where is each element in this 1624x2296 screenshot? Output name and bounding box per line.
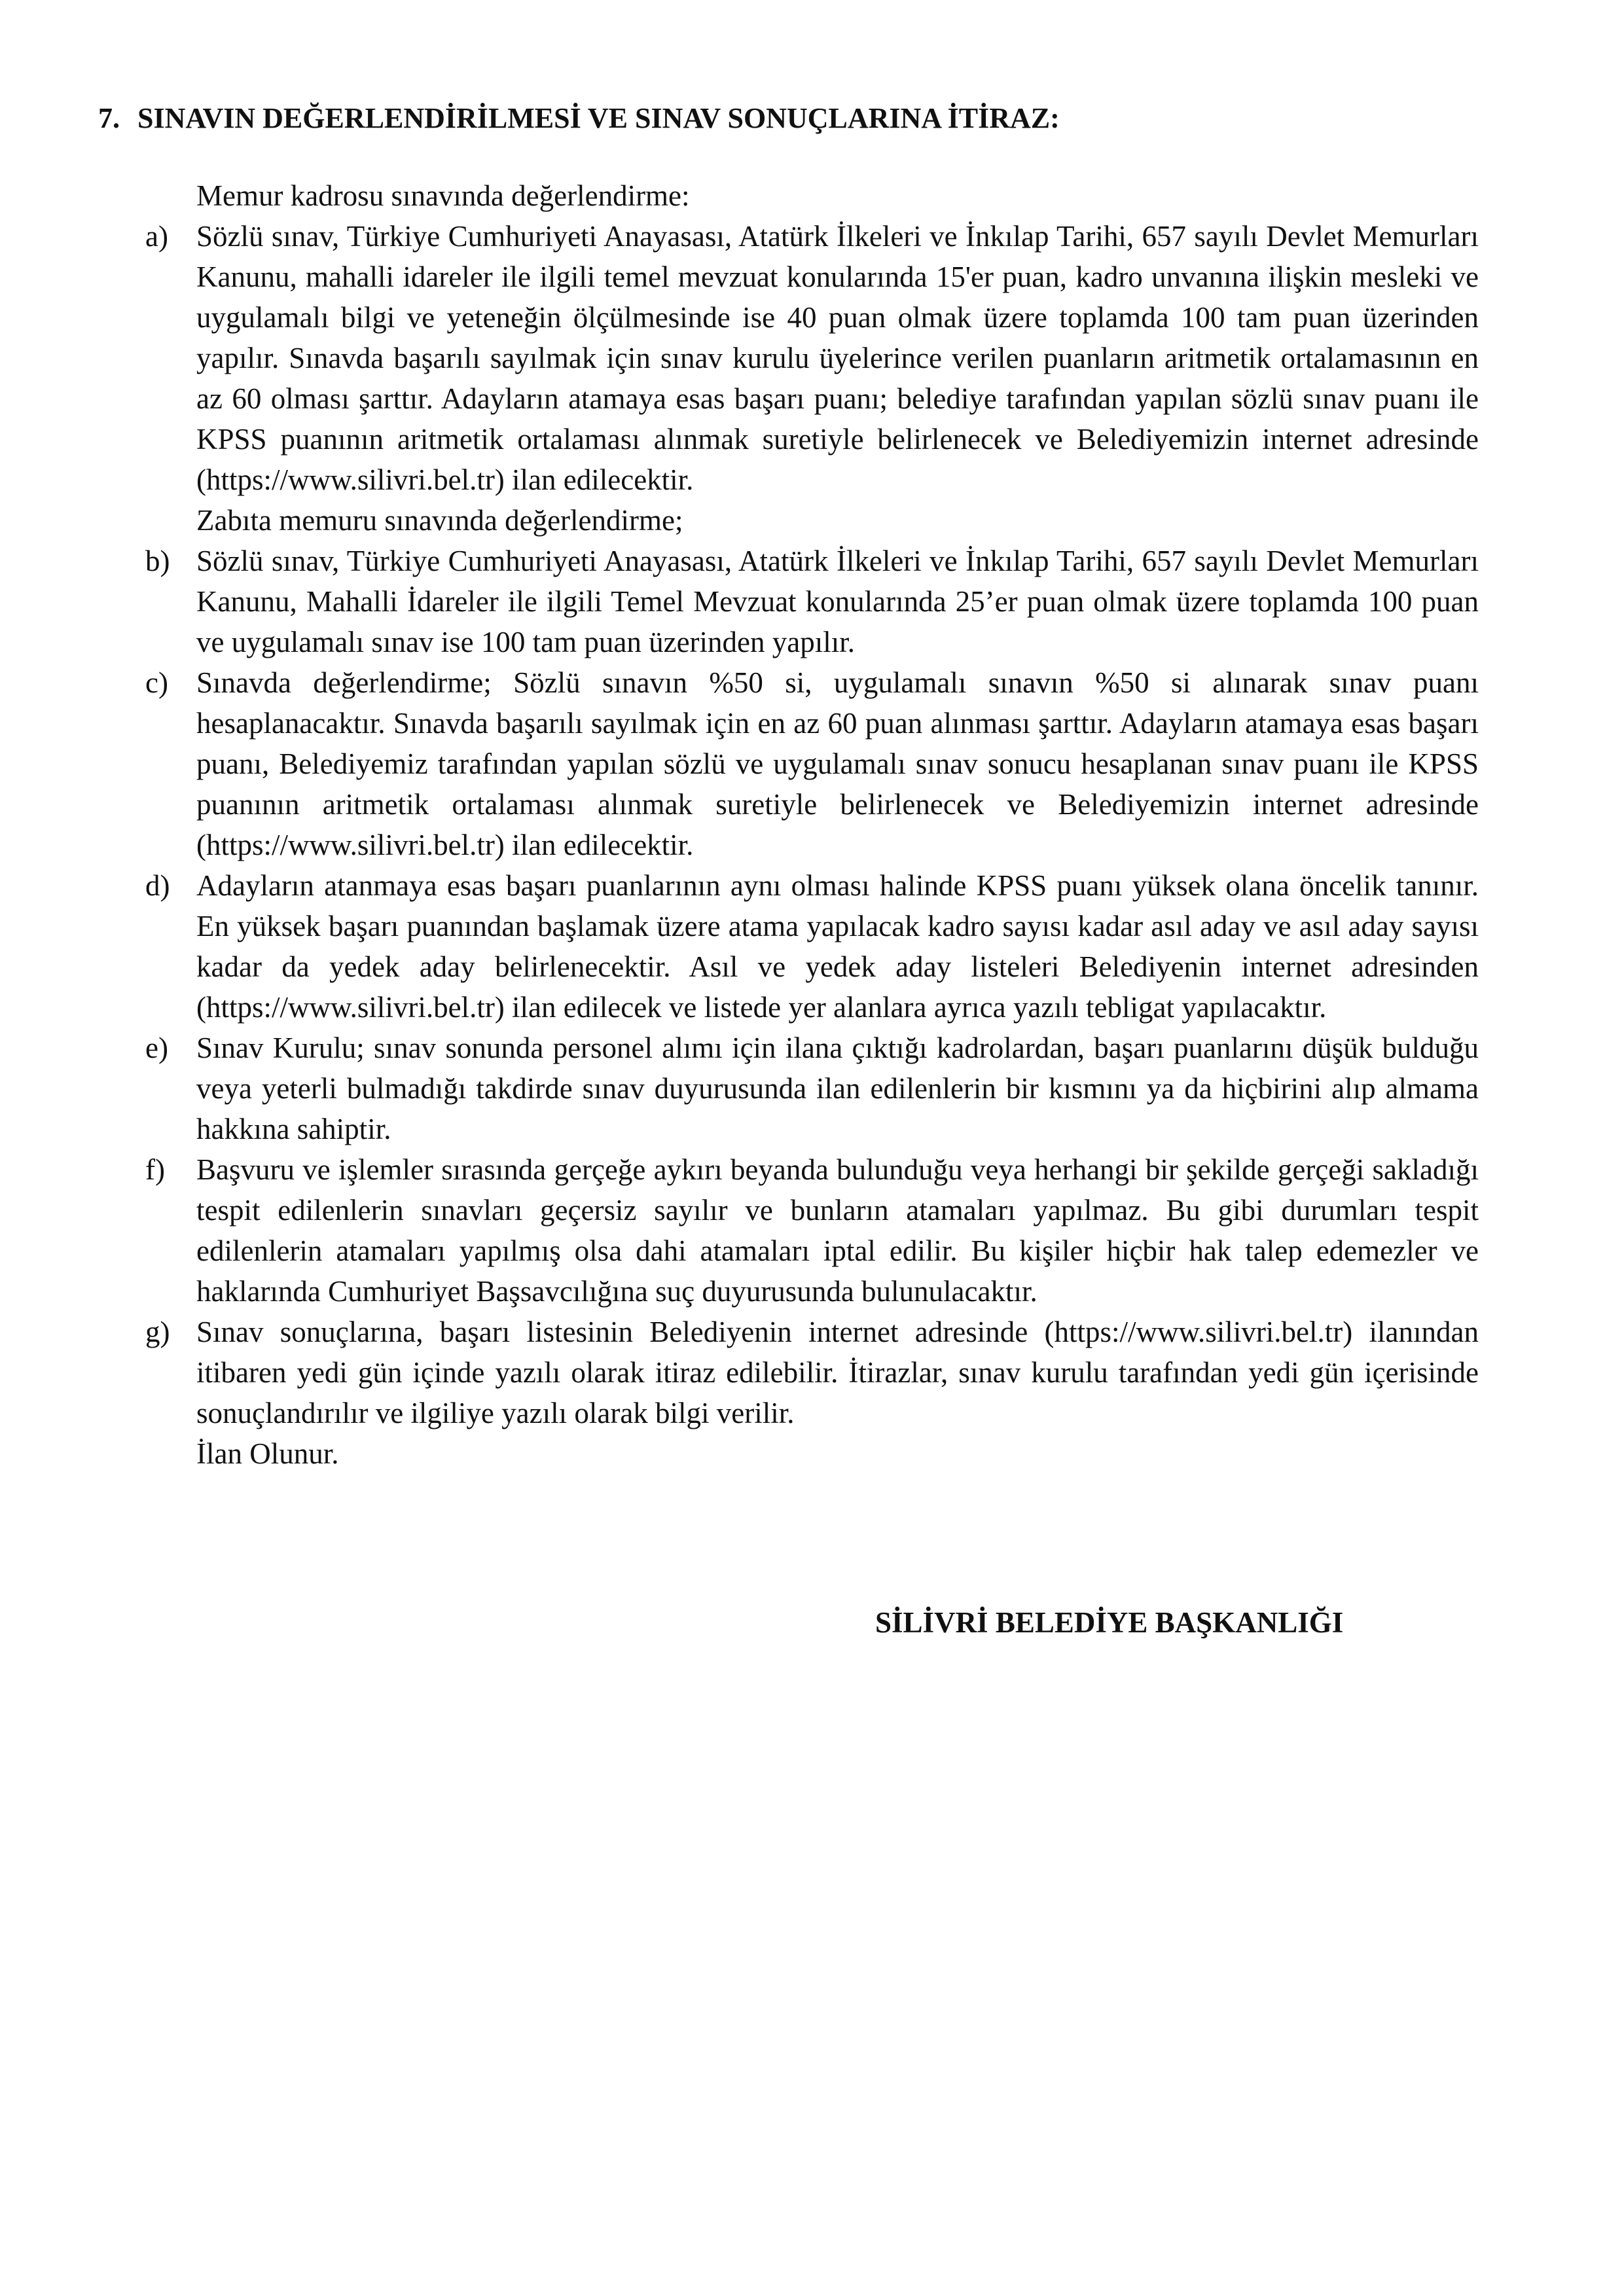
item-text: Sınav sonuçlarına, başarı listesinin Belediyenin internet adresinde (https://www.silivri.bel.tr) ilanından itibaren yedi gün içinde yazılı olarak itiraz edilebilir. İtirazlar, sınav kurulu tarafından yedi gün içerisinde sonuçlandırılır ve ilgiliye yazılı olarak bilgi verilir. [196,1316,1479,1429]
item-marker: a) [145,220,168,253]
list-item-d [145,865,1479,1028]
item-text: Başvuru ve işlemler sırasında gerçeğe aykırı beyanda bulunduğu veya herhangi bir şekilde gerçeği sakladığı tespit edilenlerin sınavları geçersiz sayılır ve bunların atamaları yapılmaz. Bu gibi durumları tespit edilenlerin atamaları yapılmış olsa dahi atamaları iptal edilir. Bu kişiler hiçbir hak talep edemezler ve haklarında Cumhuriyet Başsavcılığına suç duyurusunda bulunulacaktır. [196,1153,1479,1308]
item-text: Sınavda değerlendirme; Sözlü sınavın %50 si, uygulamalı sınavın %50 si alınarak sınav puanı hesaplanacaktır. Sınavda başarılı sayılmak için en az 60 puan alınması şarttır. Adayların atamaya esas başarı puanı, Belediyemiz tarafından yapılan sözlü ve uygulamalı sınav sonucu hesaplanan sınav puanı ile KPSS puanının aritmetik ortalaması alınmak suretiyle belirlenecek ve Belediyemizin internet adresinde (https://www.silivri.bel.tr) ilan edilecektir. [196,666,1479,861]
list-item-g [145,1312,1479,1433]
list-item-b [145,541,1479,662]
section-heading [98,98,1060,139]
closing-line: İlan Olunur. [196,1437,339,1470]
item-marker: e) [145,1031,168,1064]
item-marker: g) [145,1316,170,1348]
item-text: Sözlü sınav, Türkiye Cumhuriyeti Anayasası, Atatürk İlkeleri ve İnkılap Tarihi, 657 sayılı Devlet Memurları Kanunu, mahalli idareler ile ilgili temel mevzuat konularında 15'er puan, kadro unvanına ilişkin mesleki ve uygulamalı bilgi ve yeteneğin ölçülmesinde ise 40 puan olmak üzere toplamda 100 tam puan üzerinden yapılır. Sınavda başarılı sayılmak için sınav kurulu üyelerince verilen puanların aritmetik ortalamasının en az 60 olması şarttır. Adayların atamaya esas başarı puanı; belediye tarafından yapılan sözlü sınav puanı ile KPSS puanının aritmetik ortalaması alınmak suretiyle belirlenecek ve Belediyemizin internet adresinde (https://www.silivri.bel.tr) ilan edilecektir. [196,220,1479,496]
section-number: 7. [98,102,120,134]
item-marker: d) [145,869,170,902]
list-item-e [145,1028,1479,1149]
section-title: SINAVIN DEĞERLENDİRİLMESİ VE SINAV SONUÇLARINA İTİRAZ: [137,102,1060,134]
item-text: Sınav Kurulu; sınav sonunda personel alımı için ilana çıktığı kadrolardan, başarı puanlarını düşük bulduğu veya yeterli bulmadığı takdirde sınav duyurusunda ilan edilenlerin bir kısmını ya da hiçbirini alıp almama hakkına sahiptir. [196,1031,1479,1145]
item-text: Sözlü sınav, Türkiye Cumhuriyeti Anayasası, Atatürk İlkeleri ve İnkılap Tarihi, 657 sayılı Devlet Memurları Kanunu, Mahalli İdareler ile ilgili Temel Mevzuat konularında 25’er puan olmak üzere toplamda 100 puan ve uygulamalı sınav ise 100 tam puan üzerinden yapılır. [196,545,1479,658]
signature-block: SİLİVRİ BELEDİYE BAŞKANLIĞI [875,1606,1344,1639]
item-marker: f) [145,1153,165,1186]
list-item-a [145,216,1479,500]
zabita-intro: Zabıta memuru sınavında değerlendirme; [196,504,683,537]
item-marker: b) [145,545,170,577]
evaluation-body [145,175,1479,1474]
memur-intro: Memur kadrosu sınavında değerlendirme: [196,179,690,212]
list-item-f [145,1149,1479,1312]
item-marker: c) [145,666,168,699]
list-item-c [145,662,1479,865]
item-text: Adayların atanmaya esas başarı puanlarının aynı olması halinde KPSS puanı yüksek olana öncelik tanınır. En yüksek başarı puanından başlamak üzere atama yapılacak kadro sayısı kadar asıl aday ve asıl aday sayısı kadar da yedek aday belirlenecektir. Asıl ve yedek aday listeleri Belediyenin internet adresinden (https://www.silivri.bel.tr) ilan edilecek ve listede yer alanlara ayrıca yazılı tebligat yapılacaktır. [196,869,1479,1024]
